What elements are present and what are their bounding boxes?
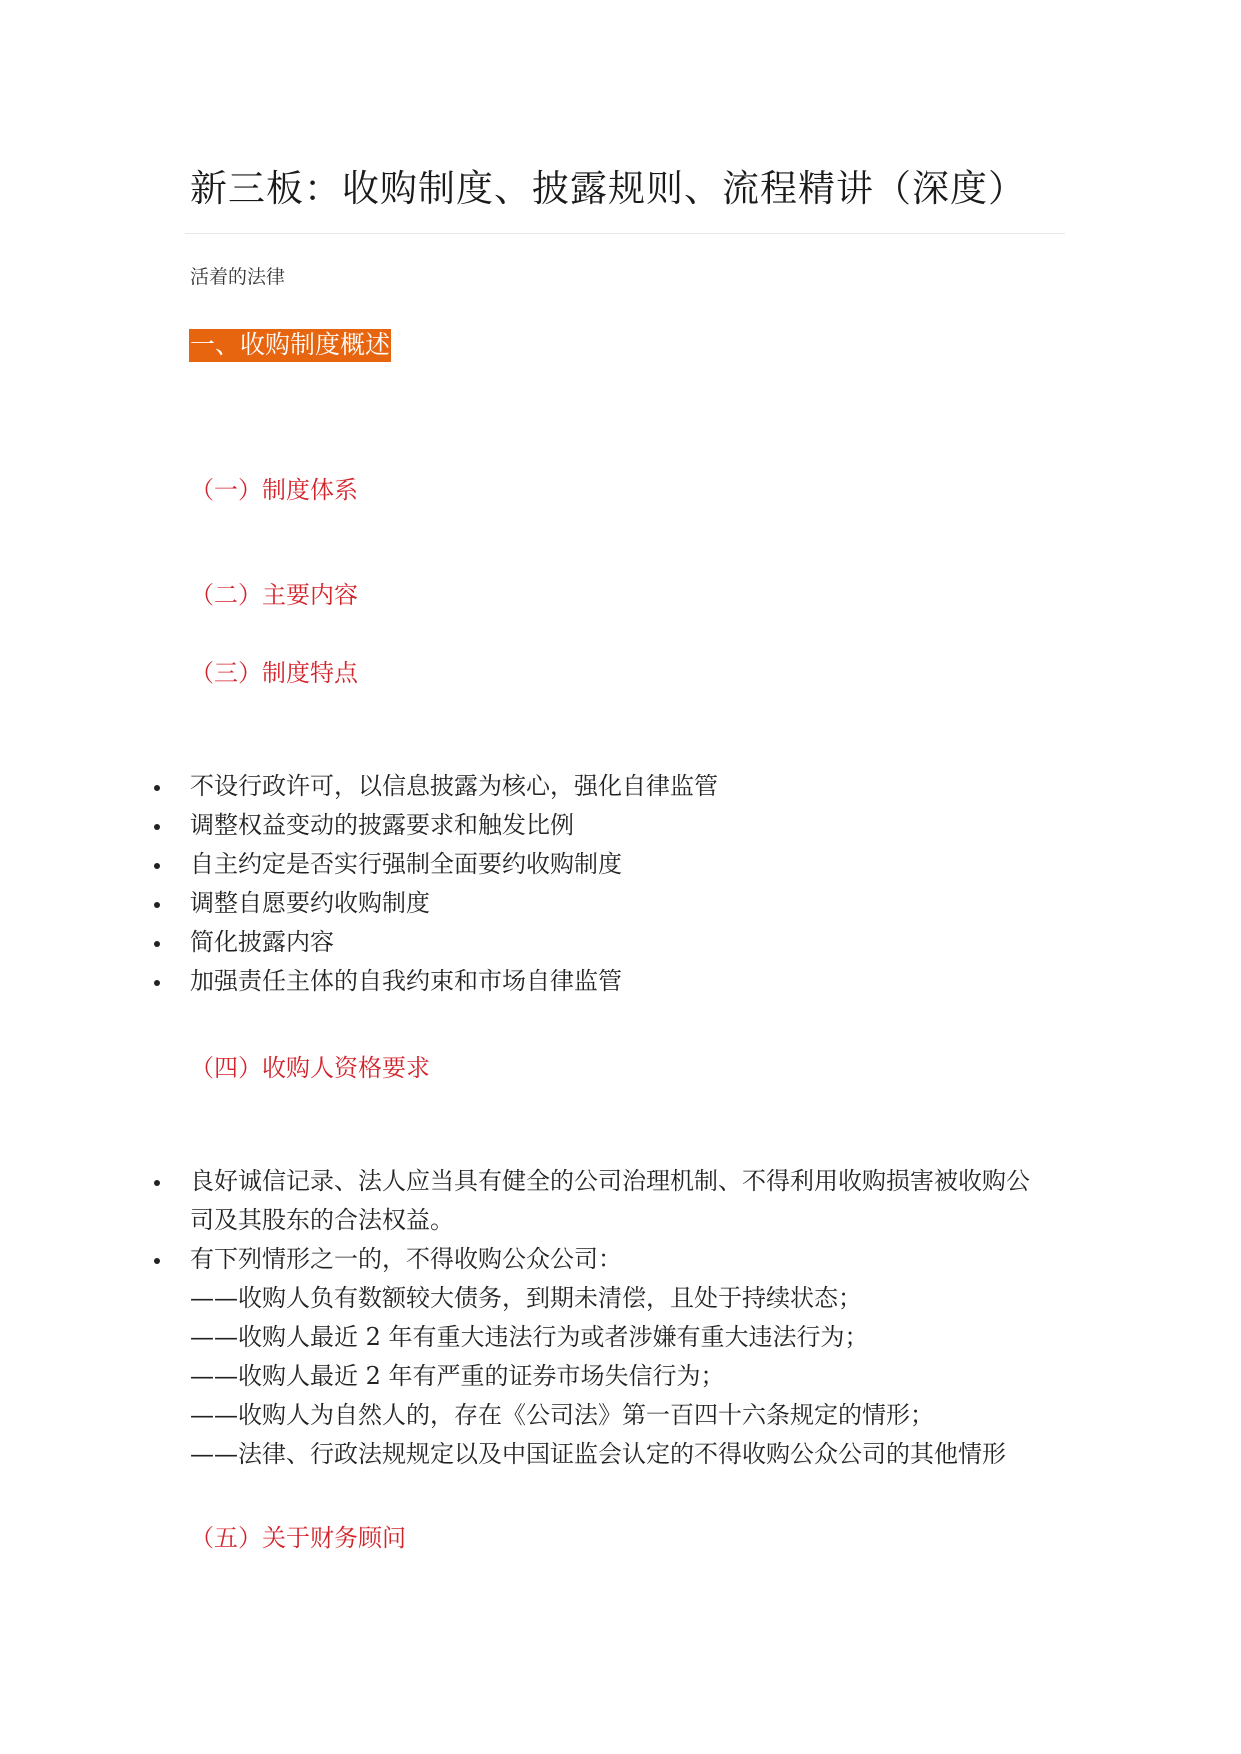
- bullet-icon: [154, 785, 160, 791]
- subsection-features: （三）制度特点: [190, 659, 358, 687]
- case-line: ——法律、行政法规规定以及中国证监会认定的不得收购公众公司的其他情形: [190, 1440, 1006, 1468]
- list-item: 不设行政许可，以信息披露为核心，强化自律监管: [150, 767, 1065, 806]
- list-item: 简化披露内容: [150, 923, 1065, 962]
- features-list: [150, 767, 1065, 1001]
- list-item: 调整权益变动的披露要求和触发比例: [150, 806, 1065, 845]
- section-heading: 一、收购制度概述: [189, 329, 391, 362]
- bullet-icon: [154, 902, 160, 908]
- bullet-icon: [154, 824, 160, 830]
- bullet-icon: [154, 941, 160, 947]
- list-item: 有下列情形之一的，不得收购公众公司： ——收购人负有数额较大债务，到期未清偿，且处于持续状态； ——收购人最近 2 年有重大违法行为或者涉嫌有重大违法行为； ——收购人最近 2 年有严重的证券市场失信行为； ——收购人为自然人的，存在《公司法》第一百四十六条规定的情形； ——法律、行政法规规定以及中国证监会认定的不得收购公众公司的其他情形: [150, 1240, 1065, 1474]
- case-line: ——收购人负有数额较大债务，到期未清偿，且处于持续状态；: [190, 1284, 862, 1312]
- bullet-icon: [154, 1258, 160, 1264]
- requirements-list: [150, 1162, 1065, 1474]
- case-line: ——收购人最近 2 年有重大违法行为或者涉嫌有重大违法行为；: [190, 1323, 869, 1351]
- list-item: 加强责任主体的自我约束和市场自律监管: [150, 962, 1065, 1001]
- list-item: 调整自愿要约收购制度: [150, 884, 1065, 923]
- author-name: 活着的法律: [190, 266, 286, 288]
- case-line: ——收购人为自然人的，存在《公司法》第一百四十六条规定的情形；: [190, 1401, 934, 1429]
- subsection-system: （一）制度体系: [190, 476, 358, 504]
- case-line: ——收购人最近 2 年有严重的证券市场失信行为；: [190, 1362, 725, 1390]
- subsection-acquirer-requirements: （四）收购人资格要求: [190, 1054, 430, 1082]
- bullet-icon: [154, 863, 160, 869]
- subsection-financial-advisor: （五）关于财务顾问: [190, 1524, 406, 1552]
- title-divider: [185, 233, 1065, 234]
- list-item: 自主约定是否实行强制全面要约收购制度: [150, 845, 1065, 884]
- subsection-content: （二）主要内容: [190, 581, 358, 609]
- bullet-icon: [154, 980, 160, 986]
- article-title: 新三板：收购制度、披露规则、流程精讲（深度）: [190, 167, 1026, 210]
- list-item: 良好诚信记录、法人应当具有健全的公司治理机制、不得利用收购损害被收购公 司及其股东的合法权益。: [150, 1162, 1065, 1240]
- bullet-icon: [154, 1180, 160, 1186]
